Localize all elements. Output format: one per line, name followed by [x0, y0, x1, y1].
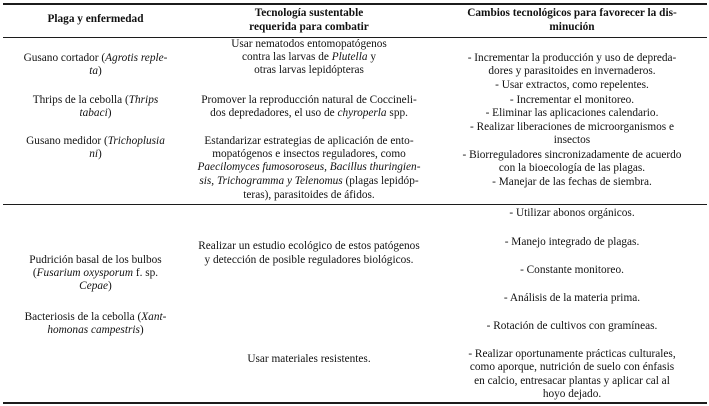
table-bottom-rule — [3, 402, 707, 404]
change-line-7: insectos — [553, 134, 591, 146]
tech-estandarizar-line1: Estandarizar estrategias de aplicación de ento- — [204, 135, 414, 147]
disease-change-4: - Análisis de la materia prima. — [503, 292, 641, 304]
tech-estudio-line2: y detección de posible reguladores biológicos. — [204, 254, 414, 266]
tech-estandarizar-line3: Paecilomyces fumosoroseus, Bacillus thuringien- — [197, 161, 421, 173]
tech-nematodos-line3: otras larvas lepidópteras — [254, 64, 364, 76]
disease-change-1: - Utilizar abonos orgánicos. — [509, 207, 635, 219]
change-line-4: - Incrementar el monitoreo. — [509, 94, 635, 106]
tech-estandarizar-line4: sis, Trichogramma y Telenomus (plagas lepidóp- — [199, 175, 419, 187]
disease-change-9: hoyo dejado. — [542, 388, 602, 400]
change-line-2: dores y parasitoides en invernaderos. — [488, 65, 656, 77]
change-line-9: con la bioecología de las plagas. — [498, 162, 646, 174]
change-line-10: - Manejar de las fechas de siembra. — [492, 176, 652, 188]
disease-change-5: - Rotación de cultivos con gramíneas. — [486, 320, 658, 332]
disease-pudricion-line1: Pudrición basal de los bulbos — [29, 254, 162, 266]
disease-change-6: - Realizar oportunamente prácticas culturales, — [468, 348, 676, 360]
tech-nematodos-line1: Usar nematodos entomopatógenos — [231, 38, 387, 50]
tech-estandarizar-line5: teras), parasitoides de áfidos. — [243, 189, 375, 201]
change-line-6: - Realizar liberaciones de microorganismos e — [469, 121, 674, 133]
change-line-5: - Eliminar las aplicaciones calendario. — [485, 107, 659, 119]
tech-coccinelidos-line1: Promover la reproducción natural de Coccineli- — [201, 94, 417, 106]
change-line-1: - Incrementar la producción y uso de depreda- — [467, 52, 677, 64]
header-cambios-line2: minución — [549, 21, 595, 33]
pest-thrips-cont: tabaci) — [79, 107, 112, 119]
change-line-8: - Biorreguladores sincronizadamente de acuerdo — [462, 149, 682, 161]
tech-nematodos-line2: contra las larvas de Plutella y — [242, 51, 376, 63]
pest-gusano-cortador: Gusano cortador (Agrotis reple- — [23, 52, 168, 64]
pest-gusano-medidor-cont: ni) — [89, 148, 102, 160]
table-top-rule — [3, 3, 707, 5]
pest-thrips: Thrips de la cebolla (Thrips — [32, 94, 159, 106]
disease-bacteriosis-line1: Bacteriosis de la cebolla (Xant- — [24, 311, 167, 323]
disease-pudricion-line2: (Fusarium oxysporum f. sp. — [32, 267, 159, 279]
tech-estudio-line1: Realizar un estudio ecológico de estos patógenos — [198, 240, 420, 252]
header-tecnologia-line1: Tecnología sustentable — [254, 7, 364, 19]
disease-change-8: en calcio, entresacar plantas y aplicar cal al — [474, 375, 670, 387]
tech-coccinelidos-line2: dos depredadores, el uso de chyroperla spp. — [210, 107, 408, 119]
pest-gusano-medidor: Gusano medidor (Trichoplusia — [26, 135, 165, 147]
disease-bacteriosis-line2: homonas campestris) — [47, 324, 144, 336]
tech-estandarizar-line2: mopatógenos e insectos reguladores, como — [212, 148, 406, 160]
disease-pudricion-line3: Cepae) — [79, 280, 112, 292]
header-cambios-line1: Cambios tecnológicos para favorecer la dis- — [467, 7, 677, 19]
section-divider-rule — [3, 204, 707, 205]
change-line-3: - Usar extractos, como repelentes. — [495, 79, 649, 91]
tech-resistentes: Usar materiales resistentes. — [247, 353, 371, 365]
disease-change-7: como aporque, nutrición de suelo con énfasis — [469, 361, 675, 373]
pest-gusano-cortador-cont: ta) — [89, 65, 102, 77]
disease-change-2: - Manejo integrado de plagas. — [504, 236, 640, 248]
header-plaga: Plaga y enfermedad — [47, 13, 144, 25]
disease-change-3: - Constante monitoreo. — [520, 264, 624, 276]
header-tecnologia-line2: requerida para combatir — [249, 21, 369, 33]
